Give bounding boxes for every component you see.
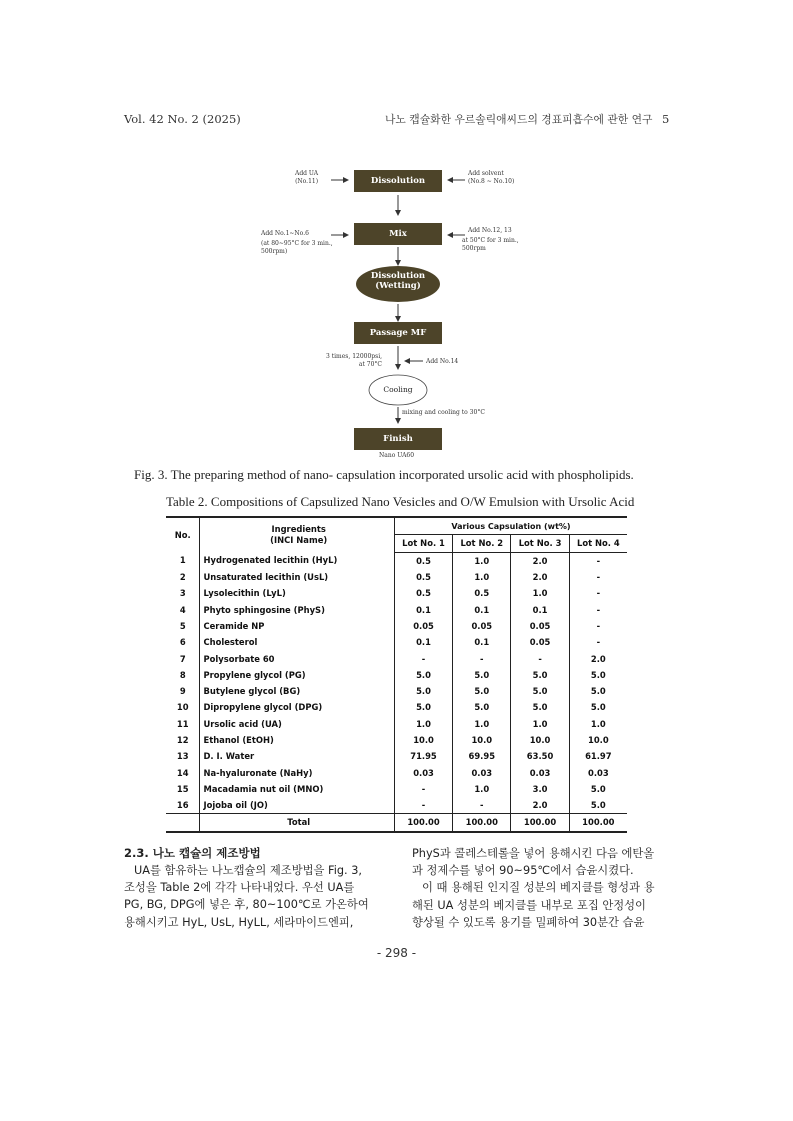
row-number: 3 [179,588,186,599]
flowchart-figure [255,165,525,459]
header-page-number: 5 [662,112,670,126]
table-row [166,601,627,617]
value-cell: 5.0 [569,667,627,683]
row-number: 5 [179,620,186,631]
value-cell: 5.0 [511,683,569,699]
ingredient-name: Ceramide NP [200,618,394,634]
note-passage-condition: 3 times, 12000psi, at 70°C [326,353,383,368]
ingredient-name: Macadamia nut oil (MNO) [200,781,394,797]
ingredient-name: Cholesterol [200,634,394,650]
composition-table [166,516,627,833]
value-cell: 5.0 [394,699,452,715]
figure-caption: Fig. 3. The preparing method of nano- capsulation incorporated ursolic acid with phospholipids. [134,467,634,482]
row-number: 4 [179,604,186,615]
value-cell: 5.0 [394,683,452,699]
table-row [166,667,627,683]
value-cell: 3.0 [511,781,569,797]
value-cell: 0.03 [511,764,569,780]
value-cell: 1.0 [453,569,511,585]
table-row [166,781,627,797]
value-cell: - [511,650,569,666]
value-cell: 5.0 [569,797,627,814]
value-cell: 71.95 [394,748,452,764]
value-cell: 1.0 [453,716,511,732]
value-cell: 0.1 [394,634,452,650]
col-header-lot: Lot No. 1 [394,535,452,552]
row-number: 16 [176,800,189,811]
value-cell: 10.0 [511,732,569,748]
value-cell: 69.95 [453,748,511,764]
value-cell: - [569,585,627,601]
value-cell: 0.1 [394,601,452,617]
value-cell: 63.50 [511,748,569,764]
paragraph-line: 용해시키고 HyL, UsL, HyLL, 세라마이드엔피, [124,915,354,929]
value-cell: - [569,634,627,650]
value-cell: 0.05 [453,618,511,634]
note-mixing: mixing and cooling to 30°C [402,409,485,416]
value-cell: 0.5 [394,569,452,585]
value-cell: 5.0 [453,699,511,715]
row-number: 6 [179,637,186,648]
value-cell: - [394,781,452,797]
ingredient-name: Jojoba oil (JO) [200,797,394,814]
total-cell: 100.00 [569,814,627,832]
step-passage-mf: Passage MF [354,322,442,344]
row-number: 8 [179,669,186,680]
value-cell: 1.0 [569,716,627,732]
row-number: 13 [176,751,189,762]
row-number: 2 [179,572,186,583]
value-cell: 2.0 [511,552,569,569]
paragraph-line: 향상될 수 있도록 용기를 밀폐하여 30분간 습윤 [412,915,645,929]
row-number: 15 [176,783,189,794]
col-header-lot: Lot No. 4 [569,535,627,552]
table-row [166,764,627,780]
ingredient-name: D. I. Water [200,748,394,764]
value-cell: 0.5 [394,552,452,569]
table-body [166,552,627,814]
note-add-ua: Add UA (No.11) [295,170,319,185]
value-cell: 0.1 [453,634,511,650]
table-row [166,683,627,699]
row-number: 7 [179,653,186,664]
value-cell: 5.0 [569,683,627,699]
col-header-lot: Lot No. 3 [511,535,569,552]
paragraph-line: 과 정제수를 넣어 90~95℃에서 습윤시켰다. [412,864,634,878]
note-add-no1: Add No.1~No.6 [261,230,309,237]
row-number: 1 [179,555,186,566]
paragraph-line: 조성을 Table 2에 각각 나타내었다. 우선 UA를 [124,881,355,895]
value-cell: 1.0 [453,552,511,569]
ingredient-name: Polysorbate 60 [200,650,394,666]
row-number: 14 [176,767,189,778]
ingredient-name: Lysolecithin (LyL) [200,585,394,601]
value-cell: - [569,552,627,569]
total-no-cell [166,814,200,832]
step-cooling: Cooling [383,385,413,394]
value-cell: 61.97 [569,748,627,764]
value-cell: 2.0 [569,650,627,666]
value-cell: 2.0 [511,797,569,814]
ingredient-name: Phyto sphingosine (PhyS) [200,601,394,617]
table-caption: Table 2. Compositions of Capsulized Nano Vesicles and O/W Emulsion with Ursolic Acid [166,494,635,509]
paragraph-line: PG, BG, DPG에 넣은 후, 80~100℃로 가온하여 [124,898,369,912]
paragraph-line: UA를 함유하는 나노캡슐의 제조방법을 Fig. 3, [134,864,362,877]
section-heading: 2.3. 나노 캡슐의 제조방법 [124,846,261,860]
table-row [166,797,627,814]
paragraph-line: PhyS과 콜레스테롤을 넣어 용해시킨 다음 에탄올 [412,847,655,860]
ingredient-name: Unsaturated lecithin (UsL) [200,569,394,585]
step-wetting: Dissolution (Wetting) [370,271,426,291]
value-cell: 0.05 [511,618,569,634]
journal-volume: Vol. 42 No. 2 (2025) [124,112,241,126]
running-title: 나노 캡슐화한 우르솔릭애씨드의 경표피흡수에 관한 연구 [385,113,653,126]
value-cell: 0.03 [569,764,627,780]
note-add-no12: Add No.12, 13 [468,227,512,234]
row-number: 10 [176,702,189,713]
row-number: 9 [179,686,186,697]
total-cell: 100.00 [453,814,511,832]
table-row [166,585,627,601]
table-row [166,716,627,732]
value-cell: 5.0 [569,781,627,797]
value-cell: - [394,797,452,814]
value-cell: 0.05 [394,618,452,634]
footer-page-number: - 298 - [376,946,417,960]
value-cell: 0.05 [511,634,569,650]
note-add-no12-condition: at 50°C for 3 min., 500rpm [462,237,519,252]
ingredient-name: Dipropylene glycol (DPG) [200,699,394,715]
step-finish: Finish [354,428,442,450]
value-cell: 5.0 [453,667,511,683]
row-number: 11 [176,718,189,729]
table-row [166,634,627,650]
value-cell: - [453,650,511,666]
step-dissolution: Dissolution [354,170,442,192]
paragraph-line: 이 때 용해된 인지질 성분의 베지클를 형성과 용 [422,881,655,895]
value-cell: 0.1 [511,601,569,617]
value-cell: 1.0 [511,585,569,601]
value-cell: 5.0 [511,667,569,683]
total-label: Total [200,814,394,832]
value-cell: 0.03 [394,764,452,780]
ingredient-name: Hydrogenated lecithin (HyL) [200,552,394,569]
value-cell: 10.0 [453,732,511,748]
value-cell: 5.0 [453,683,511,699]
value-cell: - [394,650,452,666]
col-header-group: Various Capsulation (wt%) [394,517,627,535]
ingredient-name: Butylene glycol (BG) [200,683,394,699]
value-cell: 10.0 [394,732,452,748]
col-header-lot: Lot No. 2 [453,535,511,552]
ingredient-name: Ethanol (EtOH) [200,732,394,748]
table-row [166,732,627,748]
value-cell: 5.0 [511,699,569,715]
table-row [166,748,627,764]
note-add-no1-condition: (at 80~95°C for 3 min., 500rpm) [261,240,333,255]
value-cell: 1.0 [453,781,511,797]
total-cell: 100.00 [394,814,452,832]
step-mix: Mix [354,223,442,245]
value-cell: - [453,797,511,814]
col-header-ingredients: Ingredients (INCI Name) [200,517,394,552]
total-cell: 100.00 [511,814,569,832]
note-finish: Nano UA60 [379,452,415,459]
ingredient-name: Propylene glycol (PG) [200,667,394,683]
value-cell: 0.5 [394,585,452,601]
left-column [124,862,386,931]
table-row [166,618,627,634]
value-cell: 0.1 [453,601,511,617]
paragraph-line: 해된 UA 성분의 베지클를 내부로 포집 안정성이 [412,898,646,912]
value-cell: 1.0 [394,716,452,732]
col-header-no: No. [166,517,200,552]
right-column [412,845,674,931]
table-row [166,552,627,569]
note-add-no14: Add No.14 [426,358,459,365]
table-row [166,650,627,666]
row-number: 12 [176,735,189,745]
value-cell: - [569,601,627,617]
ingredient-name: Na-hyaluronate (NaHy) [200,764,394,780]
value-cell: 1.0 [511,716,569,732]
value-cell: 5.0 [569,699,627,715]
table-row [166,699,627,715]
value-cell: 10.0 [569,732,627,748]
value-cell: 5.0 [394,667,452,683]
value-cell: - [569,569,627,585]
value-cell: - [569,618,627,634]
value-cell: 0.5 [453,585,511,601]
value-cell: 0.03 [453,764,511,780]
ingredient-name: Ursolic acid (UA) [200,716,394,732]
value-cell: 2.0 [511,569,569,585]
table-row [166,569,627,585]
note-add-solvent: Add solvent (No.8 ~ No.10) [468,170,515,185]
